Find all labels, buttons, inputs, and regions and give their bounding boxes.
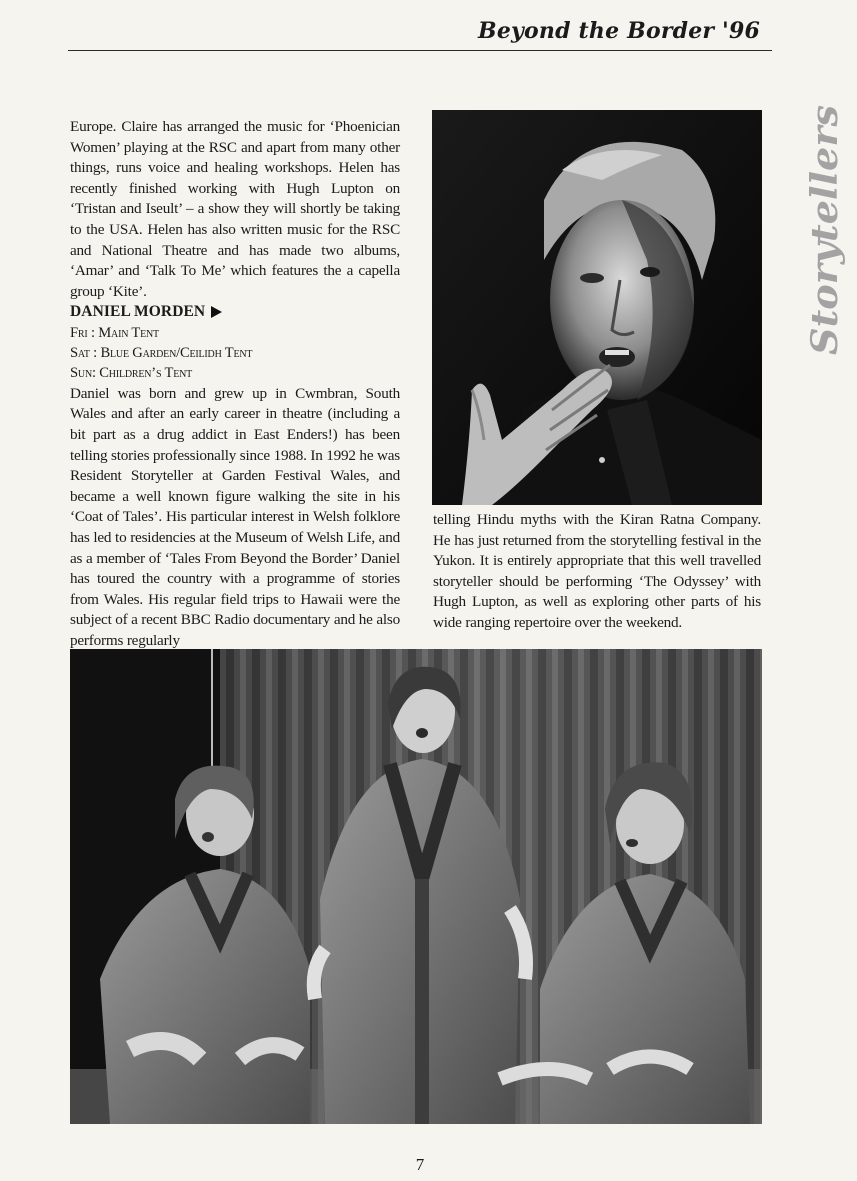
performer-column (70, 302, 400, 652)
performance-schedule (70, 323, 400, 384)
header-rule (68, 50, 772, 51)
group-performance-illustration (70, 649, 762, 1124)
schedule-saturday: Sat : Blue Garden/Ceilidh Tent (70, 345, 253, 361)
schedule-sunday: Sun: Children’s Tent (70, 365, 193, 382)
performer-bio-continued-column (433, 510, 761, 634)
performer-heading (70, 302, 400, 323)
intro-column (70, 117, 400, 302)
performer-name: DANIEL MORDEN (70, 303, 206, 320)
schedule-friday: Fri : Main Tent (70, 324, 159, 341)
performer-bio-left: Daniel was born and grew up in Cwmbran, South Wales and after an early career in theatre (including a bit part as a drug addict in East Enders!) has been telling stories professionally since 1988. In 1992 he was Resident Storyteller at Garden Festival Wales, and became a well known figure walking the site in his ‘Coat of Tales’. His particular interest in Welsh folklore has led to residencies at the Museum of Welsh Life, and as a member of ‘Tales From Beyond the Border’ Daniel has toured the country with a programme of stories from Wales. His regular field trips to Hawaii were the subject of a recent BBC Radio documentary and he also performs regularly (70, 384, 400, 649)
group-performance-photo (70, 649, 762, 1124)
page-number: 7 (415, 1155, 425, 1174)
intro-paragraph: Europe. Claire has arranged the music for ‘Phoenician Women’ playing at the RSC and apart from many other things, runs voice and healing workshops. Helen has recently finished working with Hugh Lupton on ‘Tristan and Iseult’ – a show they will shortly be taking to the USA. Helen has also written music for the RSC and National Theatre and has made two albums, ‘Amar’ and ‘Talk To Me’ which features the a capella group ‘Kite’. (70, 118, 400, 300)
section-side-label (795, 100, 855, 360)
portrait-photo (432, 110, 762, 505)
portrait-photo-illustration (432, 110, 762, 505)
running-header-title: Beyond the Border '96 (478, 18, 760, 44)
performer-bio-right: telling Hindu myths with the Kiran Ratna Company. He has just returned from the storytelling festival in the Yukon. It is entirely appropriate that this well travelled storyteller should be performing ‘The Odyssey’ with Hugh Lupton, as well as exploring other parts of his wide ranging repertoire over the weekend. (433, 511, 761, 631)
section-side-label-text: Storytellers (804, 119, 846, 355)
arrow-right-icon (211, 306, 222, 318)
